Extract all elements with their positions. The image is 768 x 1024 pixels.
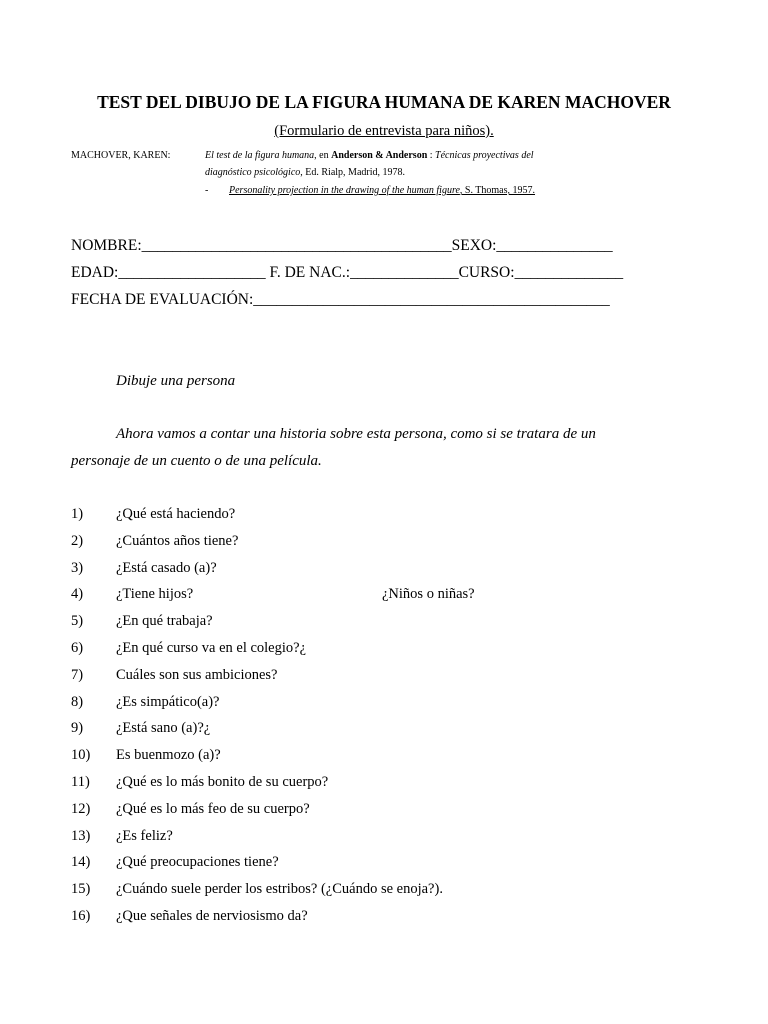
question-number: 15) [71, 881, 91, 898]
question-number: 10) [71, 747, 91, 764]
question-number: 9) [71, 720, 84, 737]
reference-connector: , en [314, 150, 332, 161]
question-number: 16) [71, 908, 91, 924]
question-text: ¿Cuándo suele perder los estribos? (¿Cuándo se enoja?). [116, 881, 443, 898]
question-number: 2) [71, 532, 84, 549]
nombre-field[interactable]: ________________________________________ [141, 237, 452, 254]
question-text: ¿En qué trabaja? [116, 613, 213, 630]
question-text: ¿Que señales de nerviosismo da? [116, 908, 308, 924]
fecha-evaluacion-field[interactable]: ______________________________________________ [253, 291, 610, 308]
form-row-nombre [71, 237, 613, 255]
fecha-evaluacion-label: FECHA DE EVALUACIÓN: [71, 291, 254, 308]
question-number: 5) [71, 613, 84, 630]
question-number: 12) [71, 800, 91, 817]
document-subtitle: (Formulario de entrevista para niños). [274, 123, 494, 139]
question-number: 1) [71, 506, 84, 522]
question-number: 6) [71, 640, 84, 656]
question-text: ¿En qué curso va en el colegio?¿ [116, 640, 307, 656]
question-text: ¿Está casado (a)? [116, 559, 217, 576]
form-row-edad [71, 264, 623, 282]
curso-field[interactable]: ______________ [514, 264, 624, 281]
reference-separator: : [427, 150, 436, 161]
reference-line-2 [205, 167, 405, 178]
reference-line-1 [205, 150, 534, 161]
reference-collection-title: Técnicas proyectivas del [435, 150, 534, 161]
question-text: ¿Tiene hijos? [116, 586, 194, 603]
question-text: ¿Qué está haciendo? [116, 506, 236, 522]
question-text: ¿Qué preocupaciones tiene? [116, 854, 279, 871]
edad-label: EDAD: [71, 264, 119, 281]
reference-english-title: Personality projection in the drawing of the human figure [229, 185, 460, 196]
edad-field[interactable]: ___________________ [118, 264, 266, 281]
instruction-story-line-2: personaje de un cuento o de una película. [71, 453, 322, 469]
question-text: ¿Qué es lo más bonito de su cuerpo? [116, 774, 329, 790]
question-number: 13) [71, 827, 91, 844]
nombre-label: NOMBRE: [71, 237, 142, 254]
form-row-fecha-evaluacion [71, 291, 610, 309]
question-number: 4) [71, 586, 84, 603]
reference-line-3 [229, 185, 535, 196]
question-text: ¿Es feliz? [116, 827, 173, 844]
question-followup-text: ¿Niños o niñas? [382, 586, 475, 603]
question-text: Es buenmozo (a)? [116, 747, 221, 764]
reference-publisher: , Ed. Rialp, Madrid, 1978. [300, 167, 405, 178]
reference-english-publisher: , S. Thomas, 1957. [459, 185, 536, 196]
reference-author: MACHOVER, KAREN: [71, 150, 171, 161]
sexo-label: SEXO: [451, 237, 497, 254]
reference-collection-title-cont: diagnóstico psicológico [205, 167, 301, 178]
question-number: 7) [71, 666, 84, 683]
question-text: ¿Está sano (a)?¿ [116, 720, 211, 737]
question-text: ¿Qué es lo más feo de su cuerpo? [116, 800, 310, 817]
reference-bullet: - [205, 185, 209, 196]
sexo-field[interactable]: _______________ [496, 237, 613, 254]
question-text: ¿Cuántos años tiene? [116, 532, 239, 549]
instruction-draw: Dibuje una persona [116, 373, 236, 389]
reference-editors: Anderson & Anderson [331, 150, 428, 161]
question-text: ¿Es simpático(a)? [116, 693, 220, 710]
question-number: 14) [71, 854, 91, 871]
fecha-nacimiento-label: F. DE NAC.: [265, 264, 351, 281]
question-number: 8) [71, 693, 84, 710]
question-number: 3) [71, 559, 84, 576]
curso-label: CURSO: [458, 264, 515, 281]
fecha-nacimiento-field[interactable]: ______________ [350, 264, 459, 281]
instruction-story-line-1: Ahora vamos a contar una historia sobre esta persona, como si se tratara de un [116, 426, 596, 442]
question-number: 11) [71, 774, 90, 790]
document-title: TEST DEL DIBUJO DE LA FIGURA HUMANA DE KAREN MACHOVER [97, 92, 671, 112]
reference-book-title: El test de la figura humana [205, 150, 315, 161]
question-text: Cuáles son sus ambiciones? [116, 666, 278, 683]
